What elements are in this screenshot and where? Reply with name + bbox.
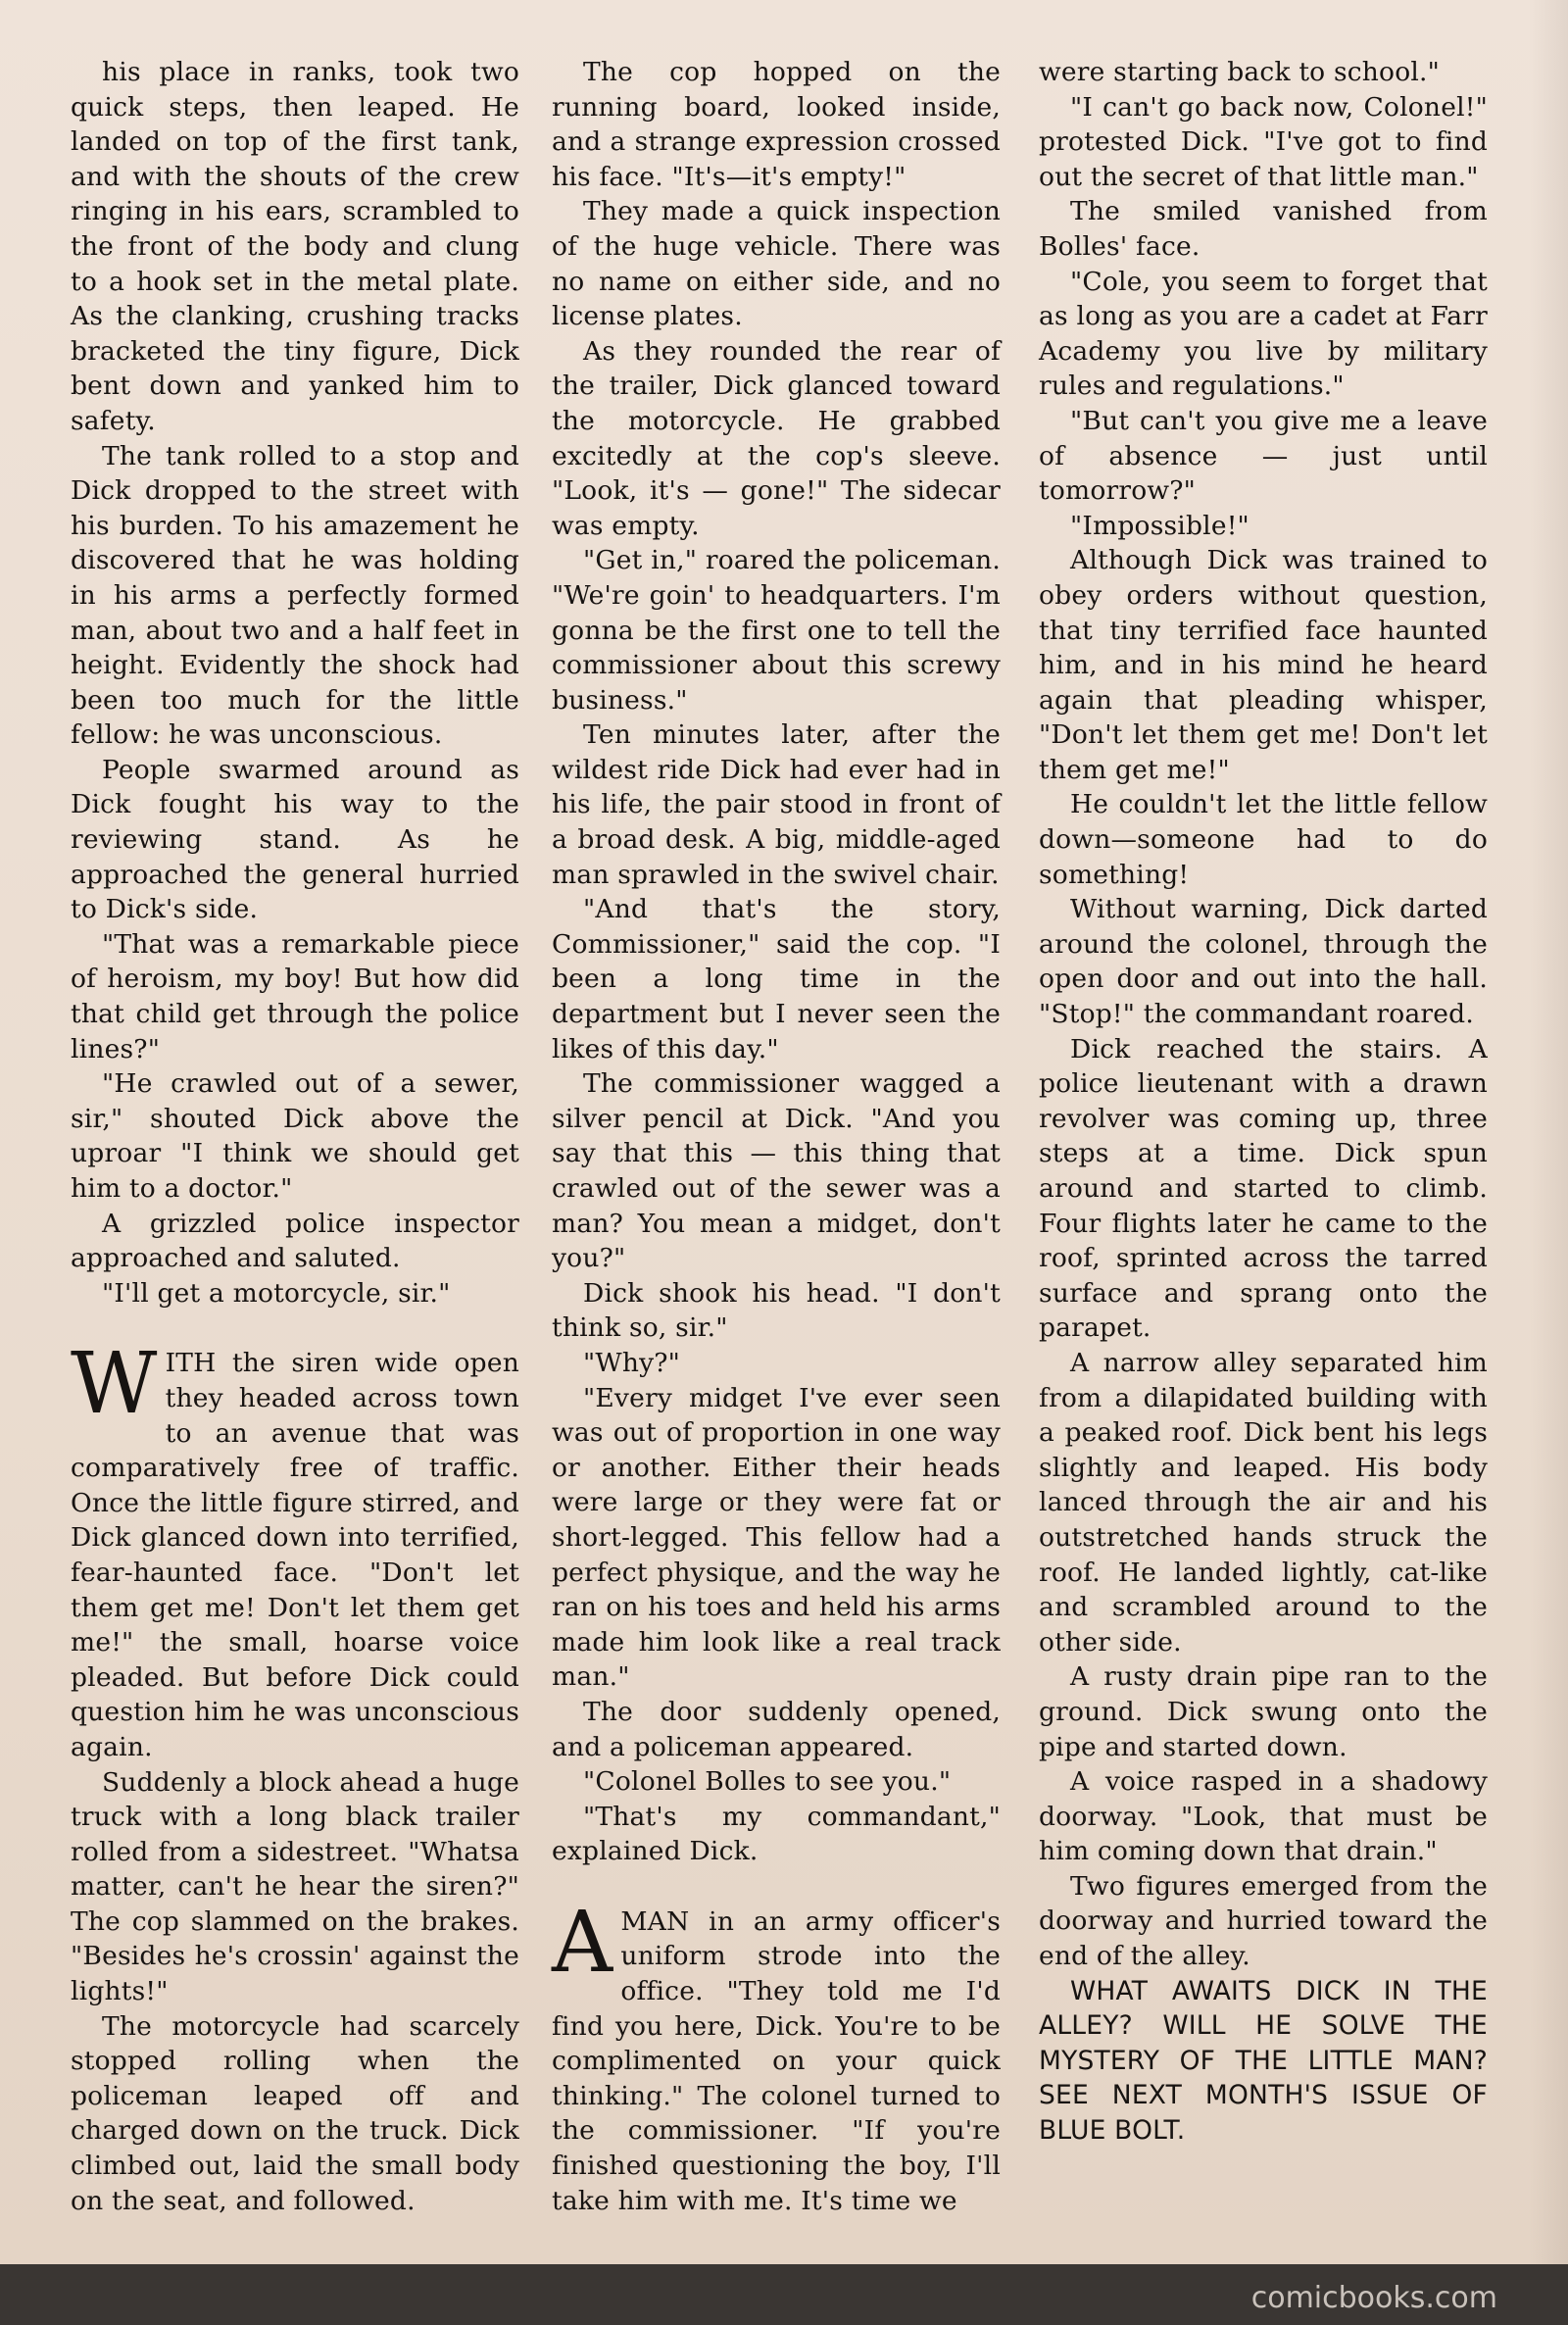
paragraph: A grizzled police inspector approached and saluted. xyxy=(71,1208,519,1274)
paragraph: "He crawled out of a sewer, sir," shouted Dick above the uproar "I think we should get him to a doctor." xyxy=(71,1068,519,1204)
paragraph: The cop hopped on the running board, looked inside, and a strange expression crossed his face. "It's—it's empty!" xyxy=(552,57,1001,192)
page-edge-shadow xyxy=(1529,0,1568,2264)
next-issue-teaser: WHAT AWAITS DICK IN THE ALLEY? WILL HE SOLVE THE MYSTERY OF THE LITTLE MAN? SEE NEXT MONTH'S ISSUE OF BLUE BOLT. xyxy=(1039,1975,1488,2147)
paragraph: The motorcycle had scarcely stopped rolling when the policeman leaped off and charged down on the truck. Dick climbed out, laid the small body on the seat, and followed. xyxy=(71,2010,519,2216)
paragraph: A voice rasped in a shadowy doorway. "Look, that must be him coming down that drain." xyxy=(1039,1766,1488,1867)
text-column-3 xyxy=(1039,55,1488,2149)
paragraph: "Impossible!" xyxy=(1070,510,1250,541)
paragraph: They made a quick inspection of the huge vehicle. There was no name on either side, and no license plates. xyxy=(552,196,1001,332)
paragraph: People swarmed around as Dick fought his way to the reviewing stand. As he approached the general hurried to Dick's side. xyxy=(71,754,519,925)
paragraph: Dick shook his head. "I don't think so, sir." xyxy=(552,1277,1001,1344)
watermark-text: comicbooks.com xyxy=(1250,2281,1497,2315)
paragraph: "And that's the story, Commissioner," said the cop. "I been a long time in the department but I never seen the likes of this day." xyxy=(552,894,1001,1064)
drop-cap-letter: W xyxy=(71,1335,158,1434)
paragraph: "Cole, you seem to forget that as long as you are a cadet at Farr Academy you live by military rules and regulations." xyxy=(1039,266,1488,402)
paragraph: Although Dick was trained to obey orders without question, that tiny terrified face haunted him, and in his mind he heard again that pleading whisper, "Don't let them get me! Don't let them get me!" xyxy=(1039,545,1488,785)
dropcap-paragraph xyxy=(552,1893,1001,2218)
paragraph: A rusty drain pipe ran to the ground. Dick swung onto the pipe and started down. xyxy=(1039,1661,1488,1762)
paragraph: "Get in," roared the policeman. "We're goin' to headquarters. I'm gonna be the first one to tell the commissioner about this screwy business." xyxy=(552,545,1001,716)
paragraph: "Colonel Bolles to see you." xyxy=(583,1766,952,1798)
paragraph: He couldn't let the little fellow down—someone had to do something! xyxy=(1039,789,1488,890)
dropcap-paragraph-text: MAN in an army officer's uniform strode into the office. "They told me I'd find you here, Dick. You're to be complimented on your quick thinking." The colonel turned to the commissioner. "If you're finished questioning the boy, I'll take him with me. It's time we xyxy=(552,1905,1001,2216)
paragraph: A narrow alley separated him from a dilapidated building with a peaked roof. Dick bent his legs slightly and leaped. His body lanced through the air and his outstretched hands struck the roof. He landed lightly, cat-like and scrambled around to the other side. xyxy=(1039,1347,1488,1657)
paragraph: his place in ranks, took two quick steps, then leaped. He landed on top of the first tank, and with the shouts of the crew ringing in his ears, scrambled to the front of the body and clung to a hook set in the metal plate. As the clanking, crushing tracks bracketed the tiny figure, Dick bent down and yanked him to safety. xyxy=(71,57,519,436)
dropcap-paragraph xyxy=(71,1335,519,1764)
paragraph: "That was a remarkable piece of heroism, my boy! But how did that child get through the police lines?" xyxy=(71,928,519,1064)
paragraph: The door suddenly opened, and a policeman appeared. xyxy=(552,1696,1001,1762)
dropcap-paragraph-text: ITH the siren wide open they headed across town to an avenue that was comparatively free of traffic. Once the little figure stirred, and Dick glanced down into terrified, fear-haunted face. "Don't let them get me! Don't let them get me!" the small, hoarse voice pleaded. But before Dick could question him he was unconscious again. xyxy=(71,1348,519,1762)
paragraph: Two figures emerged from the doorway and hurried toward the end of the alley. xyxy=(1039,1870,1488,1972)
paragraph: Ten minutes later, after the wildest ride Dick had ever had in his life, the pair stood in front of a broad desk. A big, middle-aged man sprawled in the swivel chair. xyxy=(552,719,1001,890)
text-column-1 xyxy=(71,55,519,2218)
paragraph: "Every midget I've ever seen was out of proportion in one way or another. Either their heads were large or they were fat or short-legged. This fellow had a perfect physique, and the way he ran on his toes and held his arms made him look like a real track man." xyxy=(552,1382,1001,1693)
paragraph: The smiled vanished from Bolles' face. xyxy=(1039,196,1488,262)
paragraph: The commissioner wagged a silver pencil at Dick. "And you say that this — this thing that crawled out of the sewer was a man? You mean a midget, don't you?" xyxy=(552,1068,1001,1274)
paragraph: Dick reached the stairs. A police lieutenant with a drawn revolver was coming up, three steps at a time. Dick spun around and started to climb. Four flights later he came to the roof, sprinted across the tarred surface and sprang onto the parapet. xyxy=(1039,1033,1488,1344)
paragraph: "Why?" xyxy=(583,1347,681,1378)
paragraph: "I'll get a motorcycle, sir." xyxy=(102,1277,451,1309)
text-column-2 xyxy=(552,55,1001,2218)
paragraph: were starting back to school." xyxy=(1039,57,1441,87)
drop-cap-letter: A xyxy=(552,1893,613,1992)
paragraph: Suddenly a block ahead a huge truck with a long black trailer rolled from a sidestreet. "Whatsa matter, can't he hear the siren?" The cop slammed on the brakes. "Besides he's crossin' against the lights!" xyxy=(71,1766,519,2007)
paragraph: "I can't go back now, Colonel!" protested Dick. "I've got to find out the secret of that little man." xyxy=(1039,91,1488,192)
paragraph: The tank rolled to a stop and Dick dropped to the street with his burden. To his amazement he discovered that he was holding in his arms a perfectly formed man, about two and a half feet in height. Evidently the shock had been too much for the little fellow: he was unconscious. xyxy=(71,440,519,751)
paragraph: "But can't you give me a leave of absence — just until tomorrow?" xyxy=(1039,405,1488,507)
paragraph: "That's my commandant," explained Dick. xyxy=(552,1801,1001,1867)
paragraph: Without warning, Dick darted around the colonel, through the open door and out into the hall. "Stop!" the commandant roared. xyxy=(1039,894,1488,1030)
paragraph: As they rounded the rear of the trailer, Dick glanced toward the motorcycle. He grabbed excitedly at the cop's sleeve. "Look, it's — gone!" The sidecar was empty. xyxy=(552,335,1001,541)
